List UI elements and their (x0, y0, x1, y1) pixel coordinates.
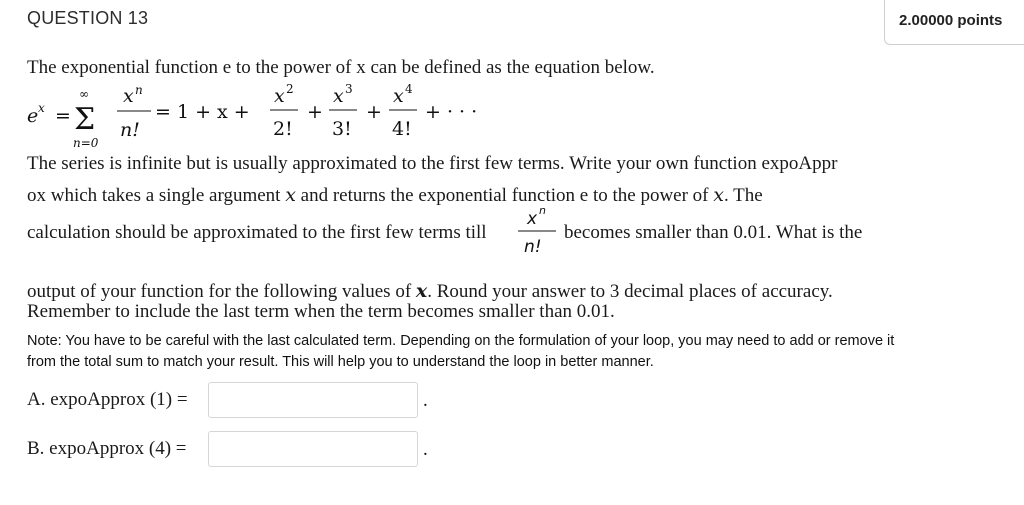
inline-frac-den: n! (524, 237, 542, 257)
term4-den: 4! (392, 118, 412, 140)
answer-a-label: A. expoApprox (1) = (27, 389, 188, 410)
inline-fraction (512, 200, 562, 260)
body-line-6: Remember to include the last term when the term becomes smaller than 0.01. (27, 301, 615, 322)
body-line-2: The series is infinite but is usually approximated to the first few terms. Write your own function expoAppr (27, 153, 838, 174)
body-line-5: output of your function for the following values of x. Round your answer to 3 decimal places of accuracy. (27, 280, 833, 302)
question-title: QUESTION 13 (27, 8, 149, 28)
term2-num: x (274, 85, 285, 107)
answer-b-period: . (423, 439, 428, 460)
term2-den: 2! (273, 118, 293, 140)
term3-num: x (333, 85, 344, 107)
rhs-start: = 1 + x + (155, 101, 250, 123)
plus-1: + (307, 101, 323, 123)
sum-denominator: n! (120, 119, 140, 141)
points-value: 2.00000 points (899, 12, 1003, 29)
body-line-4a: calculation should be approximated to the first few terms till (27, 222, 487, 243)
formula-lhs: e (27, 105, 39, 127)
body-line-3: ox which takes a single argument x and returns the exponential function e to the power of x. The (27, 184, 763, 206)
term4-sup: 4 (405, 84, 413, 96)
series-formula (27, 84, 507, 154)
answer-a-period: . (423, 390, 428, 411)
answer-b-label: B. expoApprox (4) = (27, 438, 187, 459)
note-text: Note: You have to be careful with the last calculated term. Depending on the formulation of your loop, you may need to add or remove it from the total sum to match your result. This will help you to understand the loop in better manner. (27, 333, 895, 370)
formula-eq: = (55, 105, 71, 127)
answer-b-input[interactable] (208, 431, 418, 467)
term3-sup: 3 (345, 84, 353, 96)
question-header (0, 0, 1024, 52)
plus-2: + (366, 101, 382, 123)
sigma-symbol: Σ (74, 102, 96, 137)
inline-frac-num: x (527, 209, 538, 229)
answer-a-input[interactable] (208, 382, 418, 418)
sum-top: ∞ (79, 87, 89, 101)
formula-tail: + · · · (425, 101, 478, 123)
formula-lhs-sup: x (38, 101, 45, 115)
sum-numerator-sup: n (135, 84, 143, 97)
term2-sup: 2 (286, 84, 294, 96)
sum-bottom: n=0 (73, 136, 99, 150)
sum-numerator: x (123, 85, 134, 107)
points-box (884, 0, 1024, 45)
term4-num: x (393, 85, 404, 107)
body-line-4b: becomes smaller than 0.01. What is the (564, 222, 863, 243)
inline-frac-sup: n (539, 204, 546, 217)
term3-den: 3! (332, 118, 352, 140)
intro-text: The exponential function e to the power of x can be defined as the equation below. (27, 57, 655, 78)
